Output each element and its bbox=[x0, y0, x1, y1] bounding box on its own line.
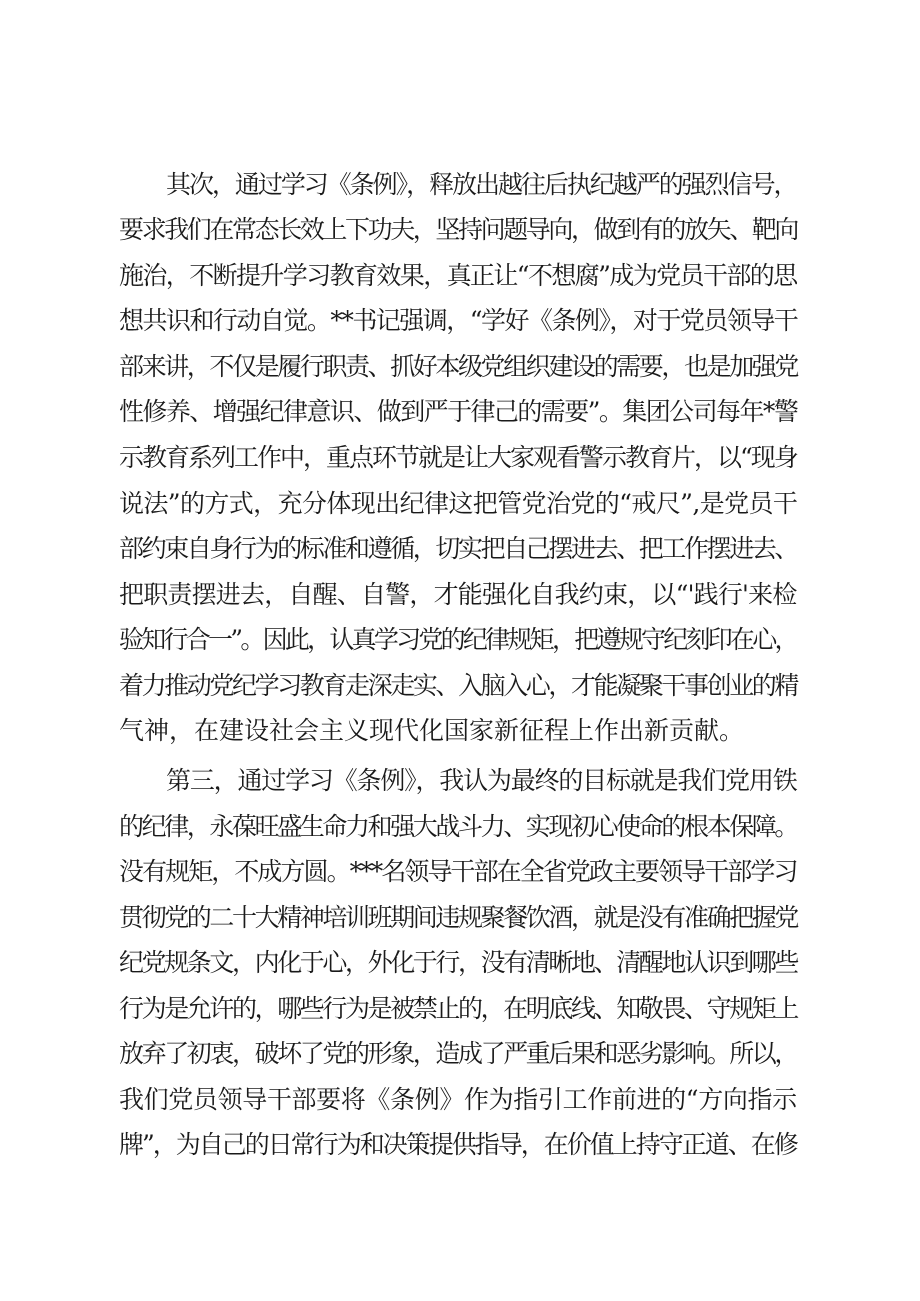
paragraph-2-line-8: 我们党员领导干部要将《条例》作为指引工作前进的“方向指示 bbox=[119, 1085, 797, 1114]
paragraph-2-line-7: 放弃了初衷，破坏了党的形象，造成了严重后果和恶劣影响。所以， bbox=[119, 1039, 798, 1068]
paragraph-1-line-2: 要求我们在常态长效上下功夫，坚持问题导向，做到有的放矢、靶向 bbox=[119, 215, 798, 244]
paragraph-2-line-9: 牌”，为自己的日常行为和决策提供指导，在价值上持守正道、在修 bbox=[119, 1130, 797, 1159]
paragraph-1-line-1: 其次，通过学习《条例》，释放出越往后执纪越严的强烈信号， bbox=[166, 170, 797, 199]
paragraph-1-line-6: 性修养、增强纪律意识、做到严于律己的需要”。集团公司每年*警 bbox=[119, 397, 798, 426]
paragraph-2-line-1: 第三，通过学习《条例》，我认为最终的目标就是我们党用铁 bbox=[166, 766, 797, 795]
paragraph-2-line-6: 行为是允许的，哪些行为是被禁止的，在明底线、知敬畏、守规矩上 bbox=[119, 994, 798, 1023]
paragraph-1-line-5: 部来讲，不仅是履行职责、抓好本级党组织建设的需要，也是加强党 bbox=[119, 352, 798, 381]
paragraph-1-line-10: 把职责摆进去，自醒、自警，才能强化自我约束，以“'践行'来检 bbox=[119, 580, 797, 609]
paragraph-2-line-2: 的纪律，永葆旺盛生命力和强大战斗力、实现初心使命的根本保障。 bbox=[119, 812, 798, 841]
paragraph-1-line-13: 气神，在建设社会主义现代化国家新征程上作出新贡献。 bbox=[119, 716, 745, 745]
paragraph-1-line-11: 验知行合一”。因此，认真学习党的纪律规矩，把遵规守纪刻印在心， bbox=[119, 625, 797, 654]
paragraph-1-line-3: 施治，不断提升学习教育效果，真正让“不想腐”成为党员干部的思 bbox=[119, 261, 797, 290]
paragraph-2-line-3: 没有规矩，不成方圆。***名领导干部在全省党政主要领导干部学习 bbox=[119, 857, 797, 886]
paragraph-1-line-8: 说法”的方式，充分体现出纪律这把管党治党的“戒尺”,是党员干 bbox=[119, 489, 798, 518]
paragraph-1-line-9: 部约束自身行为的标准和遵循，切实把自己摆进去、把工作摆进去、 bbox=[119, 534, 798, 563]
paragraph-2-line-5: 纪党规条文，内化于心，外化于行，没有清晰地、清醒地认识到哪些 bbox=[119, 948, 798, 977]
paragraph-1-line-12: 着力推动党纪学习教育走深走实、入脑入心，才能凝聚干事创业的精 bbox=[119, 671, 798, 700]
paragraph-2-line-4: 贯彻党的二十大精神培训班期间违规聚餐饮酒，就是没有准确把握党 bbox=[119, 903, 798, 932]
paragraph-1-line-4: 想共识和行动自觉。**书记强调，“学好《条例》，对于党员领导干 bbox=[119, 306, 798, 335]
paragraph-1-line-7: 示教育系列工作中，重点环节就是让大家观看警示教育片，以“现身 bbox=[119, 443, 797, 472]
